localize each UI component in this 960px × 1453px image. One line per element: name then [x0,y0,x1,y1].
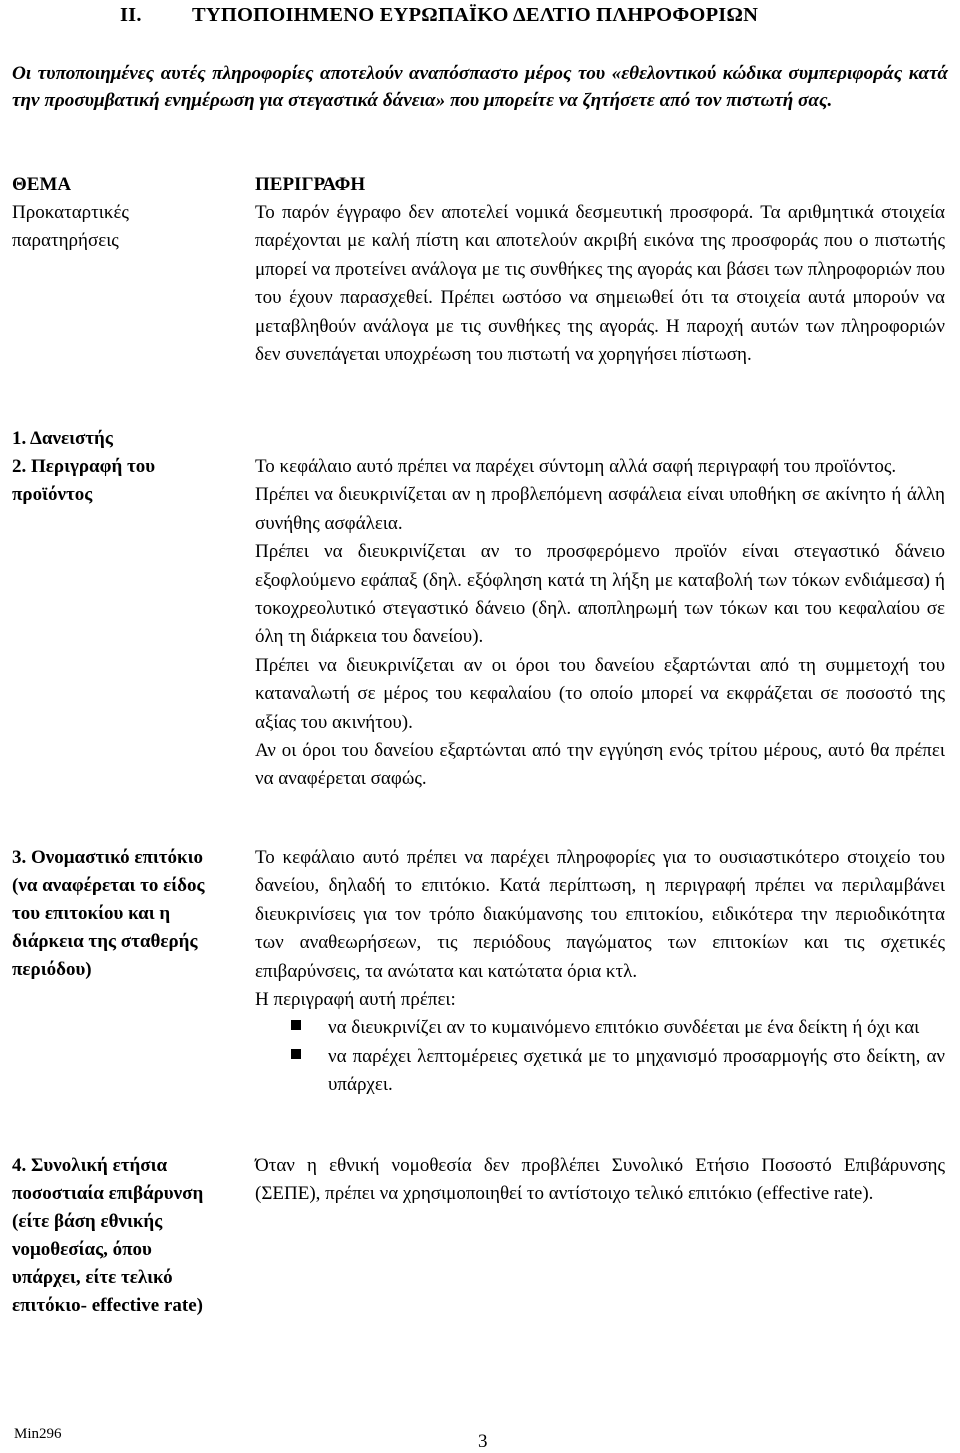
description-interest-rate [255,844,945,1100]
page-number: 3 [478,1431,488,1452]
theme-product-description: 2. Περιγραφή του προϊόντος [12,456,156,505]
section-title: ΤΥΠΟΠΟΙΗΜΕΝΟ ΕΥΡΩΠΑΪΚΟ ΔΕΛΤΙΟ ΠΛΗΡΟΦΟΡΙΩΝ [192,4,759,26]
section-number: II. [120,4,142,26]
intro-paragraph: Οι τυποποιημένες αυτές πληροφορίες αποτελούν αναπόσπαστο μέρος του «εθελοντικού κώδικα συμπεριφοράς κατά την προσυμβατική ενημέρωση για στεγαστικά δάνεια» που μπορείτε να ζητήσετε από τον πιστωτή σας. [12,63,948,111]
theme-nominal-interest-rate: 3. Ονομαστικό επιτόκιο (να αναφέρεται το είδος του επιτοκίου και η διάρκεια της σταθερής περιόδου) [12,847,205,980]
description-column-header: ΠΕΡΙΓΡΑΦΗ [255,174,366,195]
description-paragraph: Το κεφάλαιο αυτό πρέπει να παρέχει πληροφορίες για το ουσιαστικότερο στοιχείο του δανείου, δηλαδή το επιτόκιο. Κατά περίπτωση, η περιγραφή πρέπει να περιλαμβάνει διευκρινίσεις για τον τρόπο διακύμανσης του επιτοκίου, ειδικότερα την περιοδικότητα των αναθεωρήσεων, τις περιόδους παγώματος των επιτοκίων και τις σχετικές επιβαρύνσεις, τα ανώτατα και κατώτατα όρια κτλ. [255,847,945,982]
description-apr [255,1152,945,1209]
description-paragraph: Πρέπει να διευκρινίζεται αν οι όροι του δανείου εξαρτώνται από τη συμμετοχή του καταναλωτή σε μέρος του κεφαλαίου (το οποίο μπορεί να εκφράζεται σε ποσοστό της αξίας του ακινήτου). [255,654,945,733]
description-paragraph: Το κεφάλαιο αυτό πρέπει να παρέχει σύντομη αλλά σαφή περιγραφή του προϊόντος. [255,456,897,477]
bullet-item: να παρέχει λεπτομέρειες σχετικά με το μηχανισμό προσαρμογής στο δείκτη, αν υπάρχει. [255,1043,945,1100]
theme-lender: 1. Δανειστής [12,428,113,449]
description-product [255,453,945,794]
square-bullet-icon [291,1020,301,1030]
description-bullet-list [255,1014,945,1099]
description-paragraph: Η περιγραφή αυτή πρέπει: [255,989,456,1011]
description-paragraph: Αν οι όροι του δανείου εξαρτώνται από την εγγύηση ενός τρίτου μέρους, αυτό θα πρέπει να αναφέρεται σαφώς. [255,740,945,790]
document-code: Min296 [14,1426,62,1442]
square-bullet-icon [291,1049,301,1059]
description-preliminary-remarks [255,199,945,369]
description-paragraph: Πρέπει να διευκρινίζεται αν η προβλεπόμενη ασφάλεια είναι υποθήκη σε ακίνητο ή άλλη συνήθης ασφάλεια. [255,484,945,534]
page-title [120,4,758,27]
theme-preliminary-remarks: Προκαταρτικές παρατηρήσεις [12,202,129,251]
bullet-item: να διευκρινίζει αν το κυμαινόμενο επιτόκιο συνδέεται με ένα δείκτη ή όχι και [255,1014,945,1042]
theme-column-header: ΘΕΜΑ [12,174,72,195]
description-paragraph: Το παρόν έγγραφο δεν αποτελεί νομικά δεσμευτική προσφορά. Τα αριθμητικά στοιχεία παρέχονται με καλή πίστη και αποτελούν ακριβή εικόνα της προσφοράς που ο πιστωτής μπορεί να προτείνει ανάλογα με τις συνθήκες της αγοράς και βάσει των πληροφοριών που του έχουν παρασχεθεί. Πρέπει ωστόσο να σημειωθεί ότι τα στοιχεία αυτά μπορούν να μεταβληθούν ανάλογα με τις συνθήκες της αγοράς. Η παροχή αυτών των πληροφοριών δεν συνεπάγεται υποχρέωση του πιστωτή να χορηγήσει πίστωση. [255,202,945,366]
theme-annual-percentage-rate: 4. Συνολική ετήσια ποσοστιαία επιβάρυνση (είτε βάση εθνικής νομοθεσίας, όπου υπάρχει, είτε τελικό επιτόκιο- effective rate) [12,1155,204,1316]
description-paragraph: Όταν η εθνική νομοθεσία δεν προβλέπει Συνολικό Ετήσιο Ποσοστό Επιβάρυνσης (ΣΕΠΕ), πρέπει να χρησιμοποιηθεί το αντίστοιχο τελικό επιτόκιο (effective rate). [255,1155,945,1205]
description-paragraph: Πρέπει να διευκρινίζεται αν το προσφερόμενο προϊόν είναι στεγαστικό δάνειο εξοφλούμενο εφάπαξ (δηλ. εξόφληση κατά τη λήξη με καταβολή των τόκων ενδιάμεσα) ή τοκοχρεολυτικό στεγαστικό δάνειο (δηλ. αποπληρωμή των τόκων και του κεφαλαίου σε όλη τη διάρκεια του δανείου). [255,541,945,648]
